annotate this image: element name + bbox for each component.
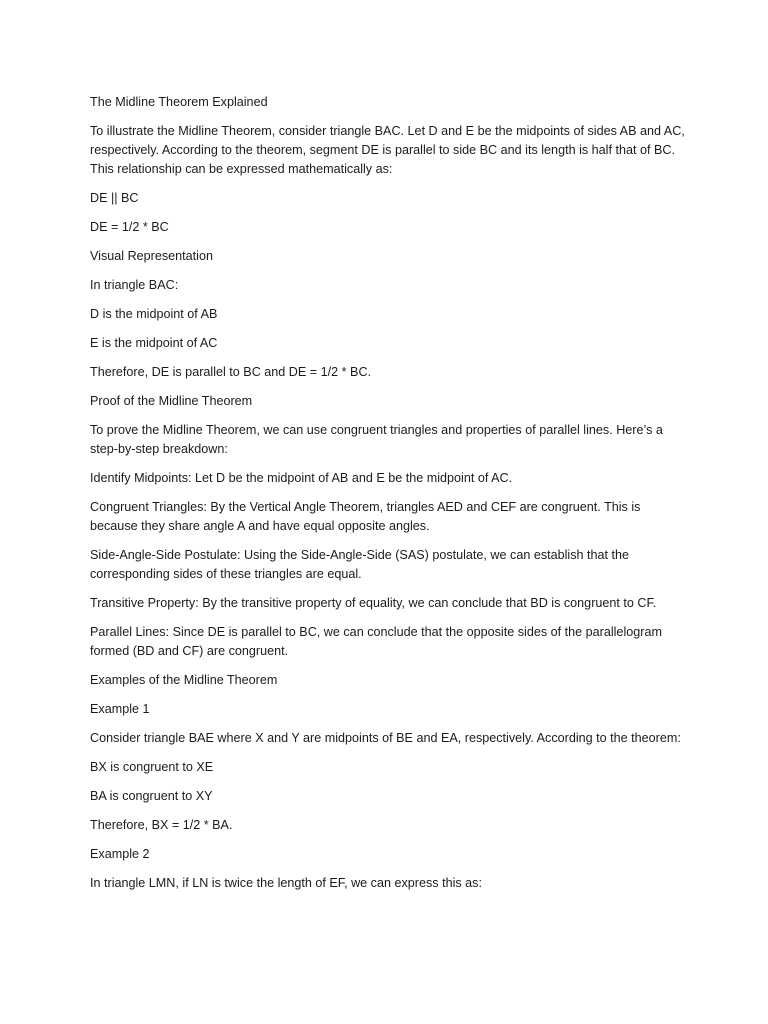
paragraph: To prove the Midline Theorem, we can use congruent triangles and properties of parallel lines. Here’s a step-by-step breakdown:: [90, 423, 663, 456]
paragraph: In triangle BAC:: [90, 278, 179, 292]
paragraph: Transitive Property: By the transitive property of equality, we can conclude that BD is congruent to CF.: [90, 596, 657, 610]
paragraph: Side-Angle-Side Postulate: Using the Side-Angle-Side (SAS) postulate, we can establish that the corresponding sides of these triangles are equal.: [90, 548, 630, 581]
section-heading: Proof of the Midline Theorem: [90, 394, 253, 408]
paragraph: In triangle LMN, if LN is twice the length of EF, we can express this as:: [90, 876, 482, 890]
paragraph: Identify Midpoints: Let D be the midpoint of AB and E be the midpoint of AC.: [90, 471, 513, 485]
paragraph: Congruent Triangles: By the Vertical Angle Theorem, triangles AED and CEF are congruent. This is because they share angle A and have equal opposite angles.: [90, 500, 641, 533]
paragraph: Therefore, DE is parallel to BC and DE = 1/2 * BC.: [90, 365, 372, 379]
formula-line: DE = 1/2 * BC: [90, 220, 169, 234]
document-body: [90, 93, 690, 903]
example-heading: Example 1: [90, 702, 150, 716]
example-heading: Example 2: [90, 847, 150, 861]
section-heading: Examples of the Midline Theorem: [90, 673, 278, 687]
paragraph: Consider triangle BAE where X and Y are midpoints of BE and EA, respectively. According to the theorem:: [90, 731, 681, 745]
paragraph: To illustrate the Midline Theorem, consider triangle BAC. Let D and E be the midpoints of sides AB and AC, respectively. According to the theorem, segment DE is parallel to side BC and its length is half that of BC. This relationship can be expressed mathematically as:: [90, 124, 685, 176]
document-title: The Midline Theorem Explained: [90, 95, 268, 109]
paragraph: BX is congruent to XE: [90, 760, 214, 774]
paragraph: BA is congruent to XY: [90, 789, 213, 803]
paragraph: Therefore, BX = 1/2 * BA.: [90, 818, 233, 832]
section-heading: Visual Representation: [90, 249, 213, 263]
paragraph: Parallel Lines: Since DE is parallel to BC, we can conclude that the opposite sides of the parallelogram formed (BD and CF) are congruent.: [90, 625, 662, 658]
formula-line: DE || BC: [90, 191, 139, 205]
paragraph: E is the midpoint of AC: [90, 336, 218, 350]
paragraph: D is the midpoint of AB: [90, 307, 218, 321]
